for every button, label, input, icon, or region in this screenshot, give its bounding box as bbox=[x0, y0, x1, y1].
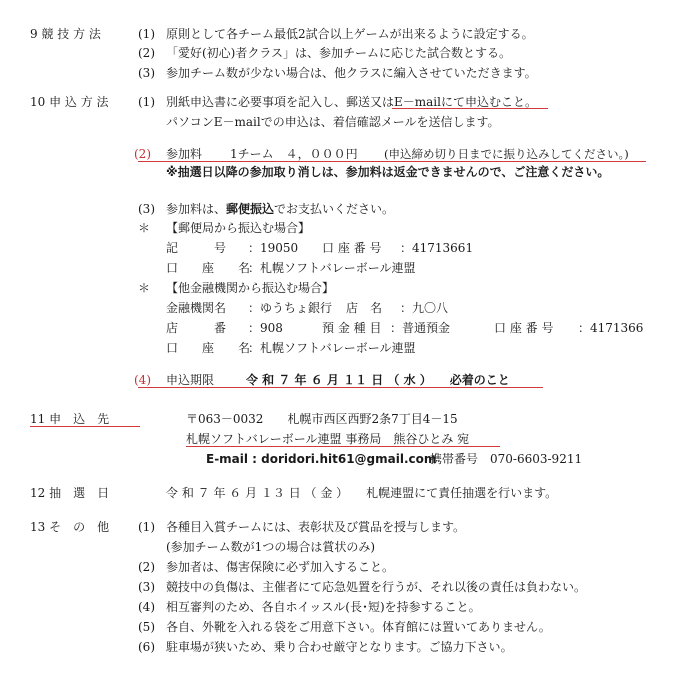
s10-item2-num: (2) bbox=[134, 147, 151, 161]
s13-item2-text: 参加者は、傷害保険に必ず加入すること。 bbox=[166, 560, 395, 574]
other-header: 【他金融機関から振込む場合】 bbox=[166, 281, 335, 295]
other-branchno-label: 店 番 bbox=[166, 321, 227, 335]
s13-item6-num: (6) bbox=[138, 640, 155, 654]
postal-bango-value: ：41713661 bbox=[400, 241, 474, 255]
postal-meigi-label: 口 座 名 bbox=[166, 261, 251, 275]
s13-item5-num: (5) bbox=[138, 620, 155, 634]
underline-email-apply bbox=[392, 108, 548, 109]
other-acct-label: 口 座 番 号 bbox=[494, 321, 554, 335]
s13-item3-text: 競技中の負傷は、主催者にて応急処置を行うが、それ以後の責任は負わない。 bbox=[166, 580, 587, 594]
s9-item2-num: (2) bbox=[138, 46, 155, 60]
s13-item1-num: (1) bbox=[138, 520, 155, 534]
s10-fee-label: 参加料 bbox=[166, 147, 203, 161]
s10-fee-note: (申込締め切り日までに振り込みしてください。) bbox=[384, 147, 629, 161]
s11-email: E-mail : doridori.hit61@gmail.com bbox=[206, 452, 437, 466]
s11-phone: 携帯番号 070-6603-9211 bbox=[430, 452, 583, 466]
other-type-value: ：普通預金 bbox=[390, 321, 451, 335]
s10-cancel-warning: ※抽選日以降の参加取り消しは、参加料は返金できませんので、ご注意ください。 bbox=[166, 165, 610, 179]
section-9-label: 9 競 技 方 法 bbox=[30, 27, 101, 41]
s9-item2-text: 「愛好(初心)者クラス」は、参加チームに応じた試合数とする。 bbox=[166, 46, 512, 60]
postal-kigo-value: ：19050 bbox=[248, 241, 299, 255]
s13-item4-text: 相互審判のため、各自ホイッスル(長･短)を持参すること。 bbox=[166, 600, 481, 614]
s13-item1-text: 各種目入賞チームには、表彰状及び賞品を授与します。 bbox=[166, 520, 466, 534]
s10-fee-value: 1チーム ４，０００円 bbox=[230, 147, 358, 161]
postal-star: ＊ bbox=[138, 221, 151, 235]
section-11-label: 11 申 込 先 bbox=[30, 412, 110, 426]
other-star: ＊ bbox=[138, 281, 151, 295]
other-meigi-value: ：札幌ソフトバレーボール連盟 bbox=[248, 341, 416, 355]
s10-item1-text2: パソコンE－mailでの申込は、着信確認メールを送信します。 bbox=[166, 115, 500, 129]
s9-item3-text: 参加チーム数が少ない場合は、他クラスに編入させていただきます。 bbox=[166, 66, 537, 80]
other-branchno-value: ：908 bbox=[248, 321, 283, 335]
underline-fee bbox=[138, 161, 646, 162]
other-branch-label: 店 名 bbox=[346, 301, 383, 315]
other-bank-label: 金融機関名 bbox=[166, 301, 227, 315]
s9-item1-num: (1) bbox=[138, 27, 155, 41]
underline-s11-label bbox=[30, 426, 140, 427]
other-bank-value: ：ゆうちょ銀行 bbox=[248, 301, 333, 315]
s10-item1-num: (1) bbox=[138, 95, 155, 109]
s10-deadline-value: 令 和 ７ 年 ６ 月 １１ 日 （ 水 ） 必着のこと bbox=[246, 373, 510, 387]
s12-text: 令 和 ７ 年 ６ 月 １３ 日 （ 金 ） 札幌連盟にて責任抽選を行います。 bbox=[166, 486, 558, 500]
s10-item3-text: 参加料は、郵便振込でお支払いください。 bbox=[166, 202, 395, 216]
postal-header: 【郵便局から振込む場合】 bbox=[166, 221, 311, 235]
s10-deadline-label: 申込期限 bbox=[166, 373, 215, 387]
s9-item1-text: 原則として各チーム最低2試合以上ゲームが出来るように設定する。 bbox=[166, 27, 534, 41]
postal-kigo-label: 記 号 bbox=[166, 241, 227, 255]
section-10-label: 10 申 込 方 法 bbox=[30, 95, 109, 109]
other-meigi-label: 口 座 名 bbox=[166, 341, 251, 355]
s11-address: 〒063－0032 札幌市西区西野2条7丁目4－15 bbox=[186, 412, 458, 426]
section-12-label: 12 抽 選 日 bbox=[30, 486, 110, 500]
s11-office: 札幌ソフトバレーボール連盟 事務局 熊谷ひとみ 宛 bbox=[186, 432, 470, 446]
other-branch-value: ：九〇八 bbox=[400, 301, 449, 315]
other-type-label: 預 金 種 目 bbox=[322, 321, 382, 335]
postal-bango-label: 口 座 番 号 bbox=[322, 241, 382, 255]
underline-s11-office bbox=[186, 446, 500, 447]
s10-item1-text: 別紙申込書に必要事項を記入し、郵送又はE－mailにて申込むこと。 bbox=[166, 95, 537, 109]
underline-deadline bbox=[138, 387, 543, 388]
s13-item4-num: (4) bbox=[138, 600, 155, 614]
s10-item3-num: (3) bbox=[138, 202, 155, 216]
section-13-label: 13 そ の 他 bbox=[30, 520, 110, 534]
s13-item3-num: (3) bbox=[138, 580, 155, 594]
s9-item3-num: (3) bbox=[138, 66, 155, 80]
other-acct-value: ：4171366 bbox=[578, 321, 644, 335]
s13-item2-num: (2) bbox=[138, 560, 155, 574]
s10-item4-num: (4) bbox=[134, 373, 151, 387]
s13-item6-text: 駐車場が狭いため、乗り合わせ厳守となります。ご協力下さい。 bbox=[166, 640, 513, 654]
s13-item1-note: (参加チーム数が1つの場合は賞状のみ) bbox=[166, 540, 375, 554]
s13-item5-text: 各自、外靴を入れる袋をご用意下さい。体育館には置いてありません。 bbox=[166, 620, 551, 634]
postal-meigi-value: ：札幌ソフトバレーボール連盟 bbox=[248, 261, 416, 275]
